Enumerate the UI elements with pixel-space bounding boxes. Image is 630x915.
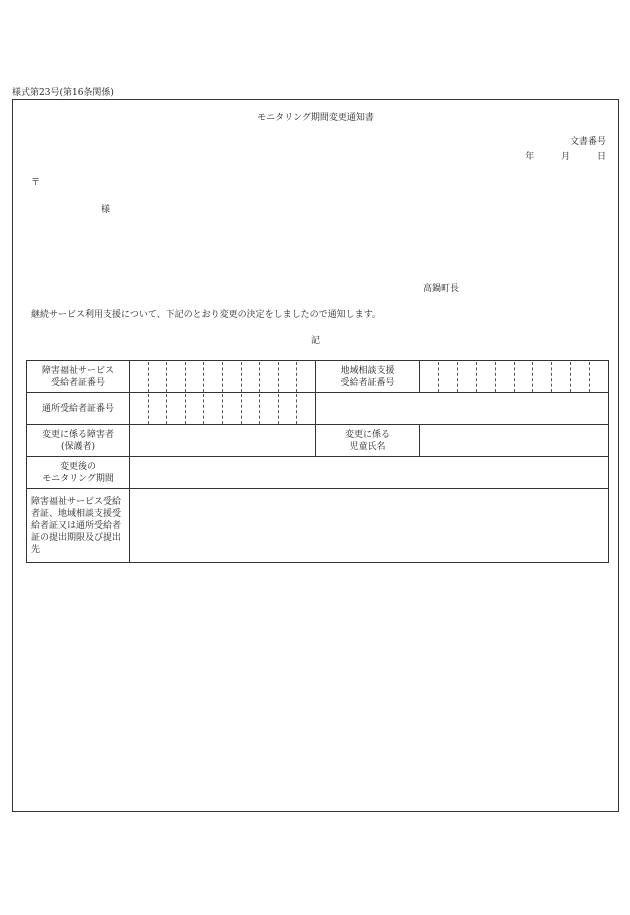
date-month: 月 [561,152,571,162]
form-number: 様式第23号(第16条関係) [12,88,114,98]
blank-cell [316,393,609,425]
service-cert-digits [130,361,316,393]
ki-heading: 記 [310,336,320,346]
period-label: 変更後の モニタリング期間 [27,457,130,489]
regional-cert-label: 地域相談支援 受給者証番号 [316,361,420,393]
table-row [27,393,609,425]
regional-cert-digits [420,361,609,393]
postal-mark: 〒 [31,178,41,188]
daycare-cert-digits [130,393,316,425]
period-value [130,457,609,489]
table-row [27,457,609,489]
date-year: 年 [525,152,535,162]
table-row [27,425,609,457]
info-table [26,360,609,563]
date-line [501,149,606,162]
form-frame [12,99,619,812]
table-row [27,361,609,393]
deadline-value [130,489,609,563]
deadline-label: 障害福祉サービス受給者証、地域相談支援受給者証又は通所受給者証の提出期限及び提出先 [27,489,130,563]
child-label: 変更に係る 児童氏名 [316,425,420,457]
child-value [420,425,609,457]
person-label: 変更に係る障害者 (保護者) [27,425,130,457]
person-value [130,425,316,457]
date-day: 日 [596,152,606,162]
table-row [27,489,609,563]
sender-name: 高鍋町長 [423,284,460,294]
doc-number-label: 文書番号 [569,137,606,147]
document-title: モニタリング期間変更通知書 [257,113,374,123]
body-text: 継続サービス利用支援について、下記のとおり変更の決定をしましたので通知します。 [31,310,381,320]
recipient-suffix: 様 [101,205,111,215]
daycare-cert-label: 通所受給者証番号 [27,393,130,425]
service-cert-label: 障害福祉サービス 受給者証番号 [27,361,130,393]
